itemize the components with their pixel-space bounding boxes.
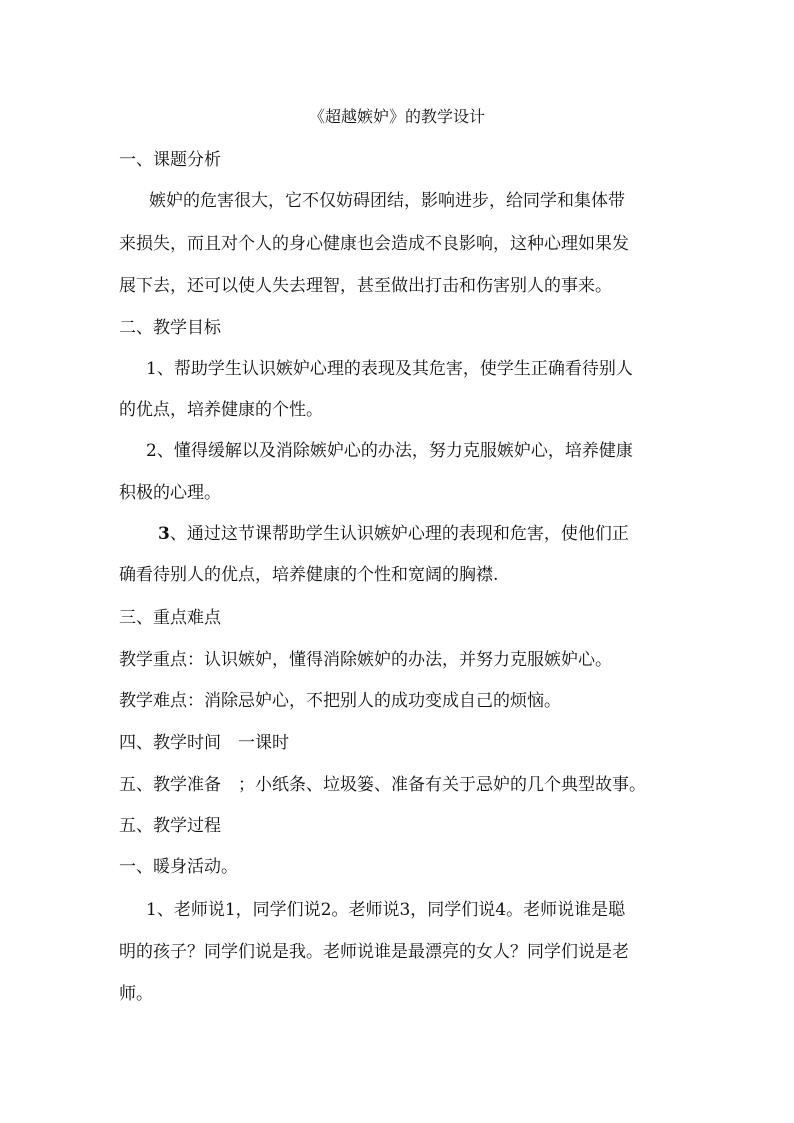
goal-item-3-text: 、通过这节课帮助学生认识嫉妒心理的表现和危害，使他们正 — [169, 524, 629, 544]
section-heading-key-points: 三、重点难点 — [119, 608, 221, 628]
goal-item-2-line: 积极的心理。 — [119, 483, 221, 503]
section-heading-teaching-goals: 二、教学目标 — [119, 318, 221, 338]
key-point-text: 教学重点：认识嫉妒，懂得消除嫉妒的办法，并努力克服嫉妒心。 — [119, 650, 612, 670]
section-heading-topic-analysis: 一、课题分析 — [119, 150, 221, 170]
goal-item-1-line: 1、帮助学生认识嫉妒心理的表现及其危害，使学生正确看待别人 — [146, 359, 633, 379]
goal-item-3-line: 确看待别人的优点，培养健康的个性和宽阔的胸襟. — [119, 565, 499, 585]
section-heading-teaching-time: 四、教学时间 一课时 — [119, 733, 289, 753]
goal-item-3-number: 3 — [158, 524, 170, 544]
process-step-1-line: 1、老师说1，同学们说2。老师说3，同学们说4。老师说谁是聪 — [146, 900, 626, 920]
paragraph-line: 来损失，而且对个人的身心健康也会造成不良影响，这种心理如果发 — [119, 234, 629, 254]
paragraph-line: 展下去，还可以使人失去理智，甚至做出打击和伤害别人的事来。 — [119, 276, 612, 296]
goal-item-3-line — [158, 522, 718, 546]
document-title: 《超越嫉妒》的教学设计 — [308, 107, 485, 126]
difficulty-text: 教学难点：消除忌妒心，不把别人的成功变成自己的烦恼。 — [119, 691, 561, 711]
goal-item-1-line: 的优点，培养健康的个性。 — [119, 400, 323, 420]
section-heading-teaching-process: 五、教学过程 — [119, 816, 221, 836]
goal-item-2-line: 2、懂得缓解以及消除嫉妒心的办法，努力克服嫉妒心，培养健康 — [146, 441, 633, 461]
process-step-1-line: 师。 — [119, 984, 153, 1004]
process-step-1-heading: 一、暖身活动。 — [119, 857, 238, 877]
paragraph-line: 嫉妒的危害很大，它不仅妨碍团结，影响进步，给同学和集体带 — [149, 191, 625, 211]
process-step-1-line: 明的孩子？同学们说是我。老师说谁是最漂亮的女人？同学们说是老 — [119, 942, 629, 962]
section-heading-teaching-preparation: 五、教学准备 ；小纸条、垃圾篓、准备有关于忌妒的几个典型故事。 — [119, 775, 646, 795]
